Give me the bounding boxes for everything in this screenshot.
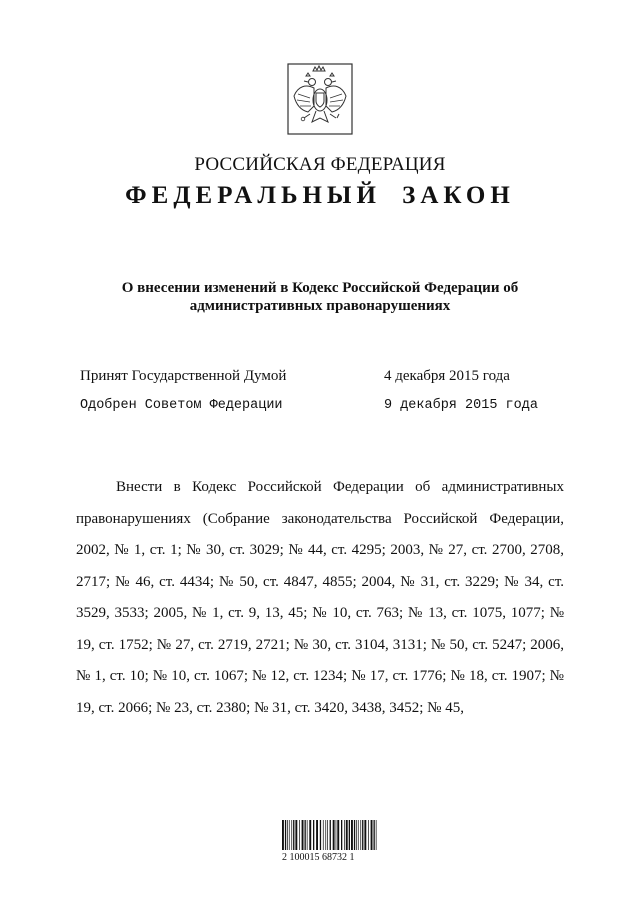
barcode-bar bbox=[302, 820, 304, 850]
barcode-bars bbox=[280, 820, 380, 850]
barcode-bar bbox=[349, 820, 350, 850]
barcode-bar bbox=[333, 820, 335, 850]
barcode-bar bbox=[371, 820, 373, 850]
barcode-bar bbox=[356, 820, 357, 850]
barcode-bar bbox=[327, 820, 328, 850]
barcode-bar bbox=[287, 820, 288, 850]
barcode-bar bbox=[330, 820, 331, 850]
barcode-bar bbox=[316, 820, 318, 850]
law-title: О внесении изменений в Кодекс Российской Федерации об административных правонарушениях bbox=[121, 280, 519, 314]
barcode-bar bbox=[299, 820, 300, 850]
barcode bbox=[280, 820, 380, 863]
barcode-bar bbox=[289, 820, 290, 850]
barcode-bar bbox=[346, 820, 348, 850]
barcode-bar bbox=[307, 820, 308, 850]
barcode-bar bbox=[285, 820, 286, 850]
barcode-bar bbox=[336, 820, 337, 850]
barcode-bar bbox=[323, 820, 324, 850]
duma-date: 4 декабря 2015 года bbox=[384, 368, 510, 384]
barcode-bar bbox=[337, 820, 339, 850]
barcode-bar bbox=[362, 820, 363, 850]
barcode-bar bbox=[358, 820, 359, 850]
council-date: 9 декабря 2015 года bbox=[384, 398, 538, 413]
barcode-bar bbox=[364, 820, 366, 850]
barcode-bar bbox=[320, 820, 321, 850]
barcode-bar bbox=[374, 820, 375, 850]
barcode-bar bbox=[313, 820, 314, 850]
barcode-bar bbox=[351, 820, 353, 850]
barcode-bar bbox=[309, 820, 311, 850]
council-label: Одобрен Советом Федерации bbox=[80, 398, 283, 413]
barcode-bar bbox=[344, 820, 345, 850]
barcode-bar bbox=[368, 820, 369, 850]
barcode-bar bbox=[282, 820, 284, 850]
barcode-bar bbox=[291, 820, 292, 850]
document-type: ФЕДЕРАЛЬНЫЙ ЗАКОН bbox=[125, 182, 515, 209]
body-paragraph: Внести в Кодекс Российской Федерации об административных правонарушениях (Собрание законодательства Российской Федерации, 2002, № 1, ст. 1; № 30, ст. 3029; № 44, ст. 4295; 2003, № 27, ст. 2700, 2708, 2717; № 46, ст. 4434; № 50, ст. 4847, 4855; 2004, № 31, ст. 3229; № 34, ст. 3529, 3533; 2005, № 1, ст. 9, 13, 45; № 10, ст. 763; № 13, ст. 1075, 1077; № 19, ст. 1752; № 27, ст. 2719, 2721; № 30, ст. 3104, 3131; № 50, ст. 5247; 2006, № 1, ст. 10; № 10, ст. 1067; № 12, ст. 1234; № 17, ст. 1776; № 18, ст. 1907; № 19, ст. 2066; № 23, ст. 2380; № 31, ст. 3420, 3438, 3452; № 45, bbox=[76, 479, 564, 716]
barcode-bar bbox=[354, 820, 355, 850]
barcode-bar bbox=[293, 820, 294, 850]
barcode-bar bbox=[325, 820, 326, 850]
country-name: РОССИЙСКАЯ ФЕДЕРАЦИЯ bbox=[194, 154, 446, 175]
barcode-bar bbox=[341, 820, 342, 850]
duma-label: Принят Государственной Думой bbox=[80, 368, 287, 384]
barcode-bar bbox=[305, 820, 306, 850]
barcode-number: 2 100015 68732 1 bbox=[282, 852, 355, 863]
barcode-bar bbox=[376, 820, 377, 850]
barcode-bar bbox=[295, 820, 297, 850]
russian-coat-of-arms-icon bbox=[286, 62, 354, 136]
barcode-bar bbox=[360, 820, 361, 850]
